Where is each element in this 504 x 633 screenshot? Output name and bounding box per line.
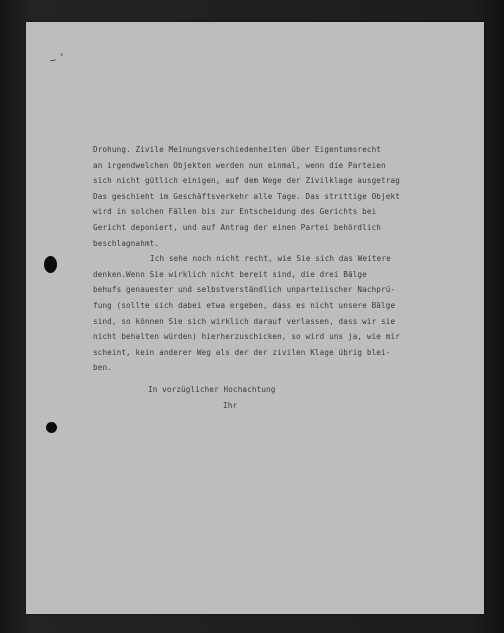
letter-signoff: Ihr xyxy=(223,400,238,410)
letter-line: sind, so können Sie sich wirklich darauf verlassen, dass wir sie xyxy=(93,316,396,326)
letter-line: Drohung. Zivile Meinungsverschiedenheiten über Eigentumsrecht xyxy=(93,145,382,154)
letter-line: Das geschieht im Geschäftsverkehr alle Tage. Das strittige Objekt xyxy=(93,191,400,201)
letter-line: wird in solchen Fällen bis zur Entscheidung des Gerichts bei xyxy=(93,207,377,217)
pencil-mark: ~ ' xyxy=(48,51,67,68)
letter-line: sich nicht gütlich einigen, auf dem Wege der Zivilklage ausgetrag xyxy=(93,176,400,186)
letter-body xyxy=(93,142,458,413)
letter-closing: In vorzüglicher Hochachtung xyxy=(148,384,276,394)
letter-line: Ich sehe noch nicht recht, wie Sie sich das Weitere xyxy=(150,254,391,264)
letter-line: fung (sollte sich dabei etwa ergeben, dass es nicht unsere Bälge xyxy=(93,300,396,310)
punch-hole-upper xyxy=(44,256,57,273)
letter-line: Gericht deponiert, und auf Antrag der einen Partei behördlich xyxy=(93,222,382,232)
letter-line: nicht behalten würden) hierherzuschicken, so wird uns ja, wie mir xyxy=(93,332,400,342)
letter-line: behufs genauester und selbstverständlich unparteiischer Nachprü- xyxy=(93,285,396,295)
letter-line: denken.Wenn Sie wirklich nicht bereit sind, die drei Bälge xyxy=(93,269,367,279)
letter-line: an irgendwelchen Objekten werden nun einmal, wenn die Parteien xyxy=(93,160,386,170)
punch-hole-lower xyxy=(46,422,57,433)
letter-line: beschlagnahmt. xyxy=(93,238,160,248)
letter-line: scheint, kein anderer Weg als der der zivilen Klage übrig blei- xyxy=(93,347,391,357)
letter-line: ben. xyxy=(93,363,112,373)
